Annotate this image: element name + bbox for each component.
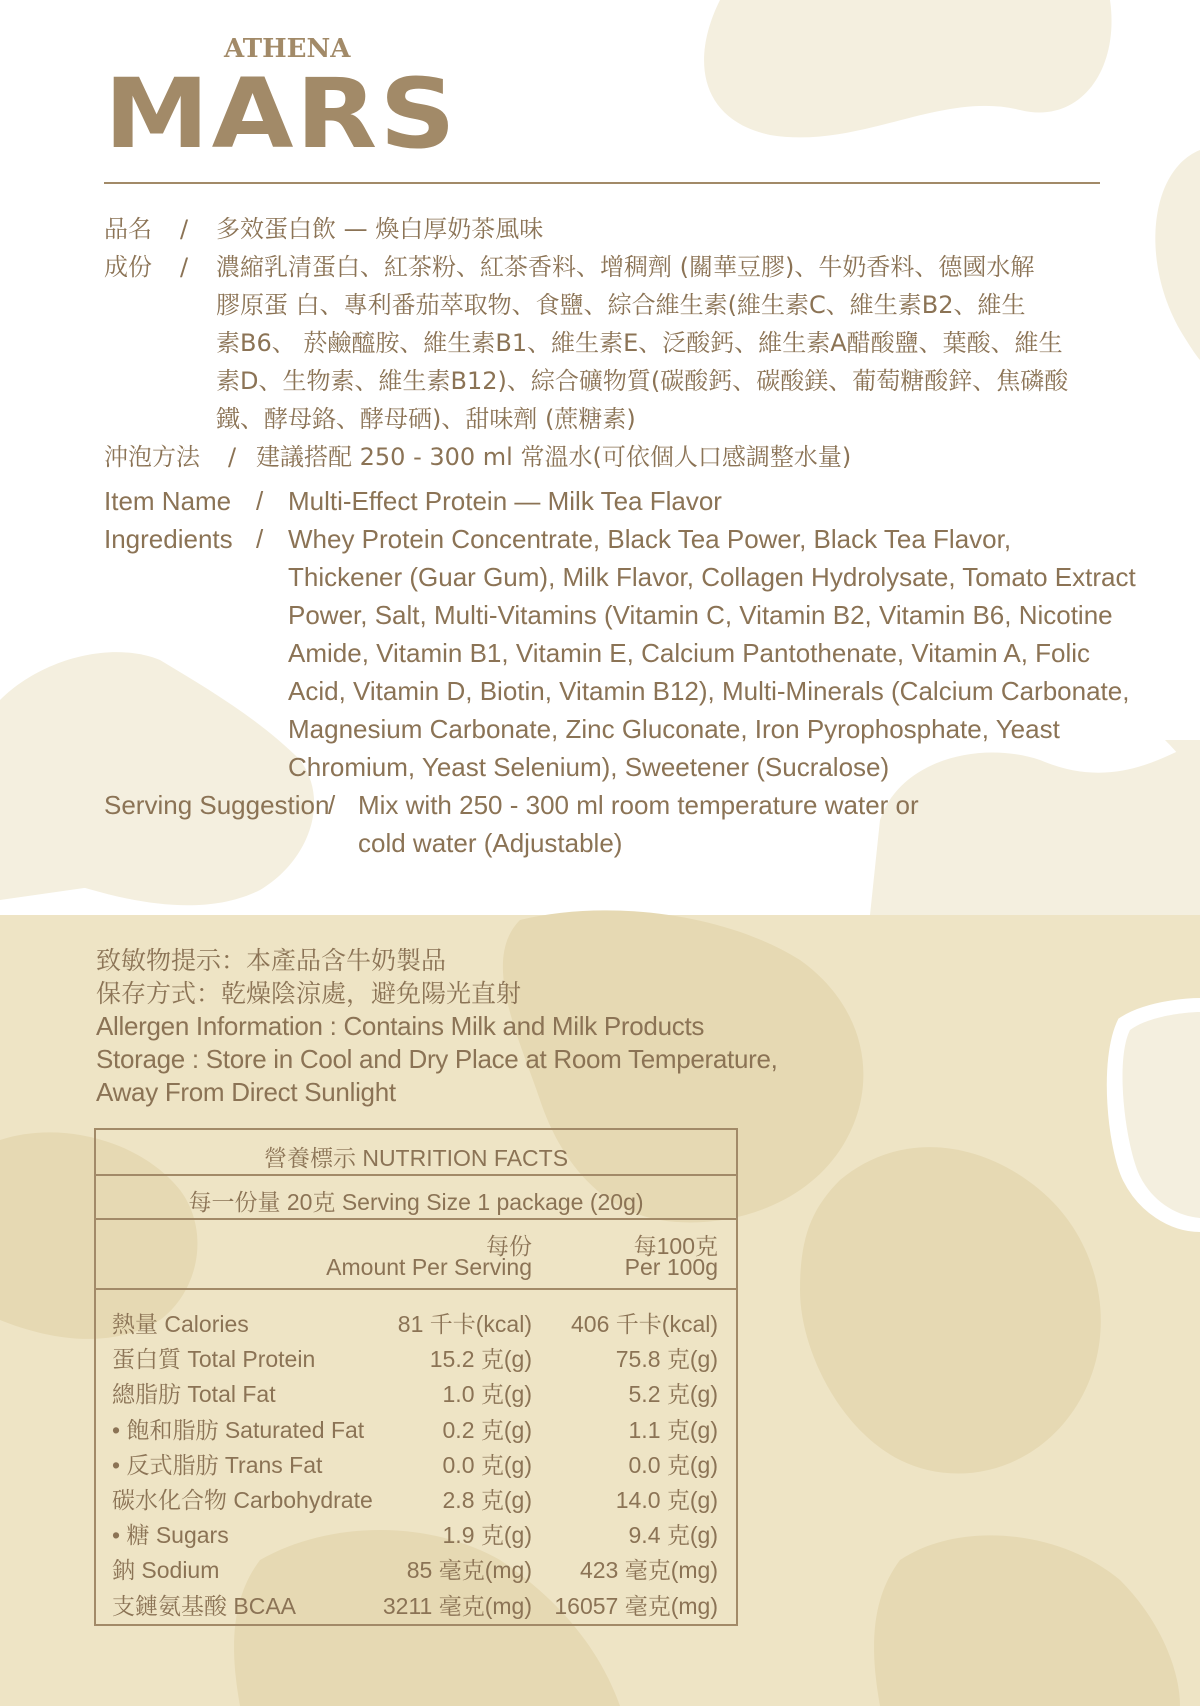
nutrition-row-label: 總脂肪 Total Fat bbox=[112, 1381, 276, 1408]
en-ingredients-line: Magnesium Carbonate, Zinc Gluconate, Iron Pyrophosphate, Yeast bbox=[288, 714, 1060, 744]
nutrition-row-per-100g: 16057 毫克(mg) bbox=[554, 1592, 718, 1619]
nutrition-row-per-serving: 0.2 克(g) bbox=[442, 1416, 532, 1443]
en-ingredients-value bbox=[288, 520, 1136, 786]
table-divider bbox=[96, 1218, 736, 1220]
table-divider bbox=[96, 1174, 736, 1176]
serving-size: 每一份量 20克 Serving Size 1 package (20g) bbox=[188, 1189, 644, 1215]
separator: / bbox=[256, 524, 264, 554]
nutrition-row-per-serving: 81 千卡(kcal) bbox=[397, 1311, 532, 1337]
storage-cn: 保存方式：乾燥陰涼處，避免陽光直射 bbox=[96, 979, 522, 1008]
cn-serving-value: 建議搭配 250 - 300 ml 常溫水(可依個人口感調整水量) bbox=[256, 443, 852, 471]
cn-ingredients-line: 鐵、酵母鉻、酵母硒)、甜味劑 (蔗糖素) bbox=[216, 405, 636, 433]
separator: / bbox=[180, 253, 189, 281]
table-divider bbox=[96, 1288, 736, 1290]
nutrition-row-per-serving: 0.0 克(g) bbox=[442, 1451, 532, 1478]
logo-athena: ATHENA bbox=[224, 34, 351, 64]
nutrition-title: 營養標示 NUTRITION FACTS bbox=[263, 1145, 569, 1171]
nutrition-facts-table bbox=[94, 1128, 738, 1626]
nutrition-row-label: 熱量 Calories bbox=[112, 1311, 249, 1337]
nutrition-row-per-serving: 15.2 克(g) bbox=[429, 1346, 532, 1373]
cn-ingredients-label: 成份 bbox=[104, 253, 152, 281]
separator: / bbox=[228, 443, 237, 471]
cn-ingredients-line: 濃縮乳清蛋白、紅茶粉、紅茶香料、增稠劑 (關華豆膠)、牛奶香料、德國水解 bbox=[216, 253, 1035, 281]
nutrition-row-per-serving: 3211 毫克(mg) bbox=[382, 1592, 532, 1619]
en-serving-label: Serving Suggestion bbox=[104, 790, 330, 820]
en-ingredients-line: Amide, Vitamin B1, Vitamin E, Calcium Pantothenate, Vitamin A, Folic bbox=[288, 638, 1091, 668]
en-serving-line: Mix with 250 - 300 ml room temperature water or bbox=[358, 790, 919, 820]
separator: / bbox=[328, 790, 336, 820]
nutrition-row-per-serving: 2.8 克(g) bbox=[442, 1487, 532, 1513]
chinese-info bbox=[104, 210, 1104, 470]
col-per-100g-cn: 每100克 bbox=[633, 1233, 718, 1259]
en-item-name-value: Multi-Effect Protein — Milk Tea Flavor bbox=[288, 486, 722, 516]
cn-ingredients-line: 素B6、 菸鹼醯胺、維生素B1、維生素E、泛酸鈣、維生素A醋酸鹽、葉酸、維生 bbox=[216, 329, 1063, 357]
nutrition-row-per-serving: 1.0 克(g) bbox=[442, 1381, 532, 1408]
en-ingredients-line: Acid, Vitamin D, Biotin, Vitamin B12), Multi-Minerals (Calcium Carbonate, bbox=[288, 676, 1130, 706]
nutrition-row-per-100g: 14.0 克(g) bbox=[615, 1487, 718, 1513]
english-info bbox=[104, 482, 1136, 862]
allergen-cn: 致敏物提示：本產品含牛奶製品 bbox=[96, 946, 447, 975]
storage-en: Storage : Store in Cool and Dry Place at Room Temperature, bbox=[96, 1044, 778, 1074]
allergen-storage bbox=[96, 944, 856, 1109]
col-per-serving-cn: 每份 bbox=[486, 1233, 532, 1259]
nutrition-row-per-serving: 1.9 克(g) bbox=[442, 1522, 532, 1549]
nutrition-row-label: • 糖 Sugars bbox=[112, 1522, 229, 1549]
allergen-en: Allergen Information : Contains Milk and Milk Products bbox=[96, 1011, 705, 1041]
nutrition-row-label: 鈉 Sodium bbox=[112, 1557, 220, 1584]
separator: / bbox=[180, 215, 189, 243]
col-per-serving-en: Amount Per Serving bbox=[326, 1254, 532, 1280]
cn-item-name-label: 品名 bbox=[104, 215, 152, 243]
storage-en-2: Away From Direct Sunlight bbox=[96, 1077, 396, 1107]
en-serving-line: cold water (Adjustable) bbox=[358, 828, 623, 858]
nutrition-row-per-100g: 406 千卡(kcal) bbox=[571, 1311, 718, 1337]
col-per-100g-en: Per 100g bbox=[624, 1254, 718, 1280]
en-ingredients-label: Ingredients bbox=[104, 524, 233, 554]
cn-ingredients-value bbox=[216, 248, 1096, 438]
cn-serving-label: 沖泡方法 bbox=[104, 443, 200, 471]
nutrition-row-label: 蛋白質 Total Protein bbox=[112, 1346, 316, 1373]
en-item-name-label: Item Name bbox=[104, 486, 232, 516]
nutrition-row-label: • 反式脂肪 Trans Fat bbox=[112, 1451, 323, 1478]
nutrition-row-per-100g: 0.0 克(g) bbox=[628, 1451, 718, 1478]
nutrition-row-per-100g: 75.8 克(g) bbox=[615, 1346, 718, 1373]
nutrition-row-per-100g: 1.1 克(g) bbox=[628, 1416, 718, 1443]
nutrition-row-per-100g: 423 毫克(mg) bbox=[579, 1557, 718, 1584]
nutrition-row-label: 碳水化合物 Carbohydrate bbox=[112, 1487, 373, 1513]
header-divider bbox=[104, 182, 1100, 184]
en-ingredients-line: Chromium, Yeast Selenium), Sweetener (Sucralose) bbox=[288, 752, 890, 782]
cn-item-name-value: 多效蛋白飲 — 煥白厚奶茶風味 bbox=[216, 215, 544, 243]
en-ingredients-line: Thickener (Guar Gum), Milk Flavor, Collagen Hydrolysate, Tomato Extract bbox=[288, 562, 1136, 592]
cn-ingredients-line: 膠原蛋 白、專利番茄萃取物、食鹽、綜合維生素(維生素C、維生素B2、維生 bbox=[216, 291, 1026, 319]
en-ingredients-line: Whey Protein Concentrate, Black Tea Power, Black Tea Flavor, bbox=[288, 524, 1012, 554]
cn-ingredients-line: 素D、生物素、維生素B12)、綜合礦物質(碳酸鈣、碳酸鎂、葡萄糖酸鋅、焦磷酸 bbox=[216, 367, 1069, 395]
separator: / bbox=[256, 486, 264, 516]
nutrition-row-per-100g: 5.2 克(g) bbox=[628, 1381, 718, 1408]
nutrition-row-label: • 飽和脂肪 Saturated Fat bbox=[112, 1416, 365, 1443]
en-serving-value bbox=[358, 786, 1058, 862]
nutrition-row-per-100g: 9.4 克(g) bbox=[628, 1522, 718, 1549]
nutrition-row-per-serving: 85 毫克(mg) bbox=[406, 1557, 532, 1584]
logo-mars: MARS bbox=[104, 57, 459, 171]
en-ingredients-line: Power, Salt, Multi-Vitamins (Vitamin C, Vitamin B2, Vitamin B6, Nicotine bbox=[288, 600, 1113, 630]
nutrition-row-label: 支鏈氨基酸 BCAA bbox=[112, 1592, 297, 1619]
